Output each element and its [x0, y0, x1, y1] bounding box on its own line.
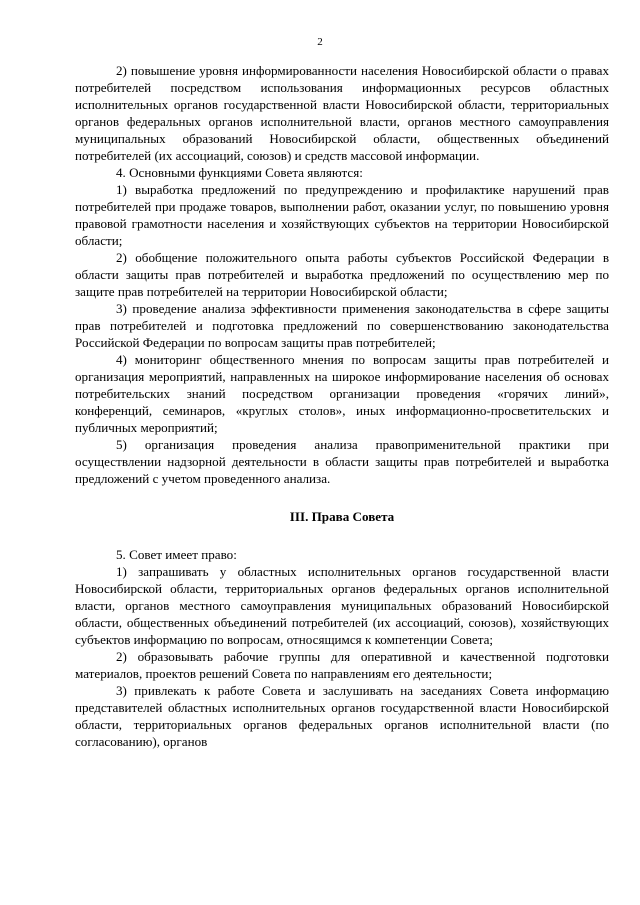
document-body — [75, 62, 609, 750]
paragraph-function-3: 3) проведение анализа эффективности применения законодательства в сфере защиты прав потребителей и подготовка предложений по совершенствованию законодательства Российской Федерации по вопросам защиты прав потребителей; — [75, 301, 609, 350]
page-number: 2 — [317, 36, 323, 48]
paragraph-function-4: 4) мониторинг общественного мнения по вопросам защиты прав потребителей и организация мероприятий, направленных на широкое информирование населения об основах потребительских знаний посредством организации проведения «горячих линий», конференций, семинаров, «круглых столов», иных информационно-просветительских и публичных мероприятий; — [75, 352, 609, 435]
paragraph-function-5: 5) организация проведения анализа правоприменительной практики при осуществлении надзорной деятельности в области защиты прав потребителей и выработка предложений с учетом проведенного анализа. — [75, 437, 609, 486]
paragraph-right-2: 2) образовывать рабочие группы для оперативной и качественной подготовки материалов, проектов решений Совета по направлениям его деятельности; — [75, 649, 609, 681]
section-heading: III. Права Совета — [289, 509, 395, 524]
paragraph-right-1: 1) запрашивать у областных исполнительных органов государственной власти Новосибирской области, территориальных органов федеральных органов исполнительной власти, органов местного самоуправления муниципальных образований Новосибирской области, общественных объединений потребителей (их ассоциаций, союзов), хозяйствующих субъектов информацию по вопросам, относящимся к компетенции Совета; — [75, 564, 609, 647]
paragraph-functions-intro: 4. Основными функциями Совета являются: — [116, 165, 363, 180]
paragraph-right-3: 3) привлекать к работе Совета и заслушивать на заседаниях Совета информацию представителей областных исполнительных органов государственной власти Новосибирской области, территориальных органов федеральных органов исполнительной власти (по согласованию), органов — [75, 683, 609, 749]
paragraph-info-awareness: 2) повышение уровня информированности населения Новосибирской области о правах потребителей посредством использования информационных ресурсов областных исполнительных органов государственной власти Новосибирской области, территориальных органов федеральных органов исполнительной власти, органов местного самоуправления муниципальных образований Новосибирской области, общественных объединений потребителей (их ассоциаций, союзов) и средств массовой информации. — [75, 63, 609, 163]
paragraph-function-1: 1) выработка предложений по предупреждению и профилактике нарушений прав потребителей при продаже товаров, выполнении работ, оказании услуг, по повышению уровня правовой грамотности населения и хозяйствующих субъектов на территории Новосибирской области; — [75, 182, 609, 248]
paragraph-function-2: 2) обобщение положительного опыта работы субъектов Российской Федерации в области защиты прав потребителей и выработка предложений по осуществлению мер по защите прав потребителей на территории Новосибирской области; — [75, 250, 609, 299]
paragraph-rights-intro: 5. Совет имеет право: — [116, 547, 237, 562]
